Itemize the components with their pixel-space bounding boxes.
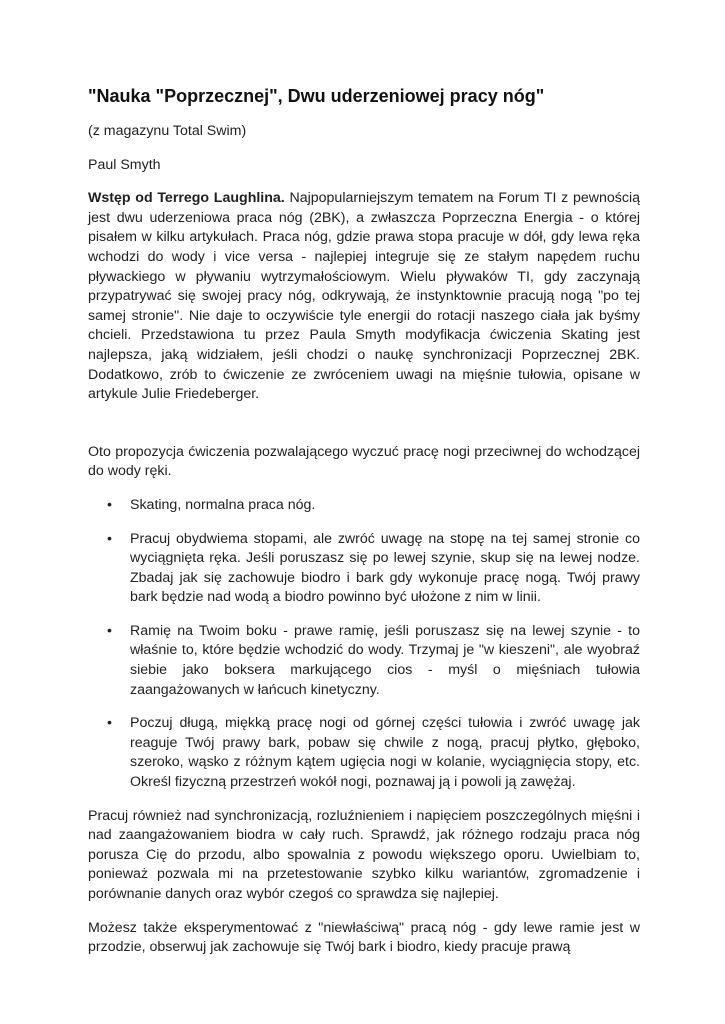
list-item (107, 496, 640, 516)
intro-text: Najpopularniejszym tematem na Forum TI z pewnością jest dwu uderzeniowa praca nóg (2BK), a zwłaszcza Poprzeczna Energia - o której pisałem w kilku artykułach. Praca nóg, gdzie prawa stopa pracuje w dół, gdy lewa ręka wchodzi do wody i vice versa - najlepiej integruje się ze stałym napędem ruchu pływackiego w pływaniu wytrzymałościowym. Wielu pływaków TI, gdy zaczynają przypatrywać się swojej pracy nóg, odkrywają, że instynktownie pracują nogą "po tej samej stronie". Nie daje to oczywiście tyle energii do rotacji naszego ciała jak byśmy chcieli. Przedstawiona tu przez Paula Smyth modyfikacja ćwiczenia Skating jest najlepsza, jaką widziałem, jeśli chodzi o naukę synchronizacji Poprzecznej 2BK. Dodatkowo, zrób to ćwiczenie ze zwróceniem uwagi na mięśnie tułowia, opisane w artykule Julie Friedeberger. (88, 190, 640, 403)
bullet-icon: • (107, 496, 112, 513)
intro-lead: Wstęp od Terrego Laughlina. (88, 190, 285, 207)
bullet-icon: • (107, 715, 112, 732)
sync-paragraph: Pracuj również nad synchronizacją, rozluźnieniem i napięciem poszczególnych mięśni i nad zaangażowaniem biodra w cały ruch. Sprawdź, jak różnego rodzaju praca nóg porusza Cię do przodu, albo spowalnia z powodu większego oporu. Uwielbiam to, ponieważ pozwala mi na przetestowanie szybko kilku wariantów, zgromadzenie i porównanie danych oraz wybór czegoś co sprawdza się najlepiej. (88, 807, 640, 902)
source-note: (z magazynu Total Swim) (88, 123, 247, 139)
bullet-icon: • (107, 530, 112, 547)
author-name: Paul Smyth (88, 156, 161, 173)
list-item-text: Poczuj długą, miękką pracę nogi od górnej części tułowia i zwróć uwagę jak reaguje Twój prawy bark, pobaw się chwile z nogą, pracuj płytko, głęboko, szeroko, wąsko z różnym kątem ugięcia nogi w kolanie, wyciągnięcia stopy, etc. Określ fizyczną przestrzeń wokół nogi, poznawaj ją i powoli ją zawężaj. (130, 715, 640, 791)
document-page (88, 84, 640, 972)
list-item-text: Pracuj obydwiema stopami, ale zwróć uwagę na stopę na tej samej stronie co wyciągnięta ręka. Jeśli poruszasz się po lewej szynie, skup się na lewej nodze. Zbadaj jak się zachowuje biodro i bark gdy wykonuje pracę nogą. Twój prawy bark będzie nad wodą a biodro powinno być ułożone z nim w linii. (130, 530, 640, 606)
list-item-text: Ramię na Twoim boku - prawe ramię, jeśli poruszasz się na lewej szynie - to właśnie to, które będzie wchodzić do wody. Trzymaj je "w kieszeni", ale wyobraź siebie jako boksera markującego cios - myśl o mięśniach tułowia zaangażowanych w łańcuch kinetyczny. (130, 622, 640, 698)
bullet-icon: • (107, 622, 112, 639)
list-item (107, 714, 640, 792)
list-item-text: Skating, normalna praca nóg. (130, 496, 316, 513)
intro-paragraph (88, 189, 640, 405)
list-item (107, 622, 640, 700)
exercise-list (88, 496, 640, 793)
document-title: "Nauka "Poprzecznej", Dwu uderzeniowej pracy nóg" (88, 86, 545, 106)
proposal-paragraph: Oto propozycja ćwiczenia pozwalającego wyczuć pracę nogi przeciwnej do wchodzącej do wody ręki. (88, 443, 640, 480)
experiment-paragraph: Możesz także eksperymentować z "niewłaściwą" pracą nóg - gdy lewe ramie jest w przodzie, obserwuj jak zachowuje się Twój bark i biodro, kiedy pracuje prawą (88, 919, 640, 956)
list-item (107, 530, 640, 608)
